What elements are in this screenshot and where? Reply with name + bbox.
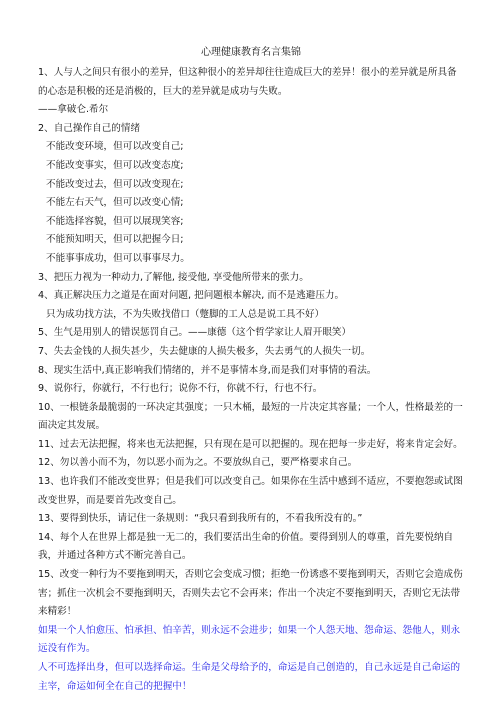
paragraph-9: 不能预知明天，但可以把握今日; <box>46 234 184 246</box>
paragraph-5: 不能改变事实，但可以改变态度; <box>46 159 184 171</box>
document-body <box>38 64 464 696</box>
paragraph-16: 8、现实生活中,真正影响我们情绪的，并不是事情本身,而是我们对事情的看法。 <box>38 364 377 376</box>
paragraph-14: 5、生气是用别人的错误惩罚自己。——康德（这个哲学家让人眉开眼笑） <box>38 327 352 339</box>
paragraph-26: 人不可选择出身，但可以选择命运。生命是父母给予的，命运是自己创造的，自己永远是自己命运的主宰，命运如何全在自己的把握中！ <box>38 662 461 692</box>
paragraph-3: 2、自己操作自己的情绪 <box>38 122 141 134</box>
paragraph-13: 只为成功找方法，不为失败找借口（蹩脚的工人总是说工具不好） <box>46 308 325 320</box>
paragraph-18: 10、一根链条最脆弱的一环决定其强度；一只木桶，最短的一片决定其容量；一个人，性格最差的一面决定其发展。 <box>38 401 463 432</box>
paragraph-4: 不能改变环境，但可以改变自己; <box>46 141 184 153</box>
paragraph-2: ——拿破仑.希尔 <box>38 104 109 116</box>
paragraph-22: 13、要得到快乐，请记住一条规则：“我只看到我所有的，不看我所没有的。” <box>38 513 363 525</box>
paragraph-21: 13、也许我们不能改变世界；但是我们可以改变自己。如果你在生活中感到不适应，不要抱怨或试图改变世界，而是要首先改变自己。 <box>38 476 463 506</box>
paragraph-24: 15、改变一种行为不要拖到明天，否则它会变成习惯；拒绝一份诱惑不要拖到明天，否则它会造成伤害；抓住一次机会不要拖到明天，否则失去它不会再来；作出一个决定不要拖到明天，否则它无法带来精彩！ <box>38 569 463 618</box>
paragraph-8: 不能选择容貌，但可以展现笑容; <box>46 215 184 227</box>
paragraph-6: 不能改变过去，但可以改变现在; <box>46 178 184 190</box>
paragraph-10: 不能事事成功，但可以事事尽力。 <box>46 252 190 264</box>
paragraph-19: 11、过去无法把握，将来也无法把握，只有现在是可以把握的。现在把每一步走好，将来肯定会好。 <box>38 438 463 450</box>
paragraph-12: 4、真正解决压力之道是在面对问题, 把问题根本解决, 而不是逃避压力。 <box>38 290 345 302</box>
paragraph-7: 不能左右天气，但可以改变心情; <box>46 197 184 209</box>
paragraph-1: 1、人与人之间只有很小的差异，但这种很小的差异却往往造成巨大的差异！很小的差异就是所具备的心态是积极的还是消极的，巨大的差异就是成功与失败。 <box>38 67 457 97</box>
paragraph-15: 7、失去金钱的人损失甚少，失去健康的人损失极多，失去勇气的人损失一切。 <box>38 345 371 357</box>
paragraph-20: 12、勿以善小而不为，勿以恶小而为之。不要放纵自己，要严格要求自己。 <box>38 457 358 469</box>
document-title: 心理健康教育名言集锦 <box>201 47 301 58</box>
paragraph-23: 14、每个人在世界上都是独一无二的，我们要活出生命的价值。要得到别人的尊重，首先要悦纳自我，并通过各种方式不断完善自己。 <box>38 531 454 562</box>
paragraph-17: 9、说你行，你就行，不行也行；说你不行，你就不行，行也不行。 <box>38 383 323 395</box>
paragraph-11: 3、把压力视为一种动力,了解他, 接受他, 享受他所带来的张力。 <box>38 271 309 283</box>
paragraph-25: 如果一个人怕愈压、怕承担、怕辛苦，则永远不会进步；如果一个人怨天地、怨命运、怨他人，则永远没有作为。 <box>38 624 461 655</box>
